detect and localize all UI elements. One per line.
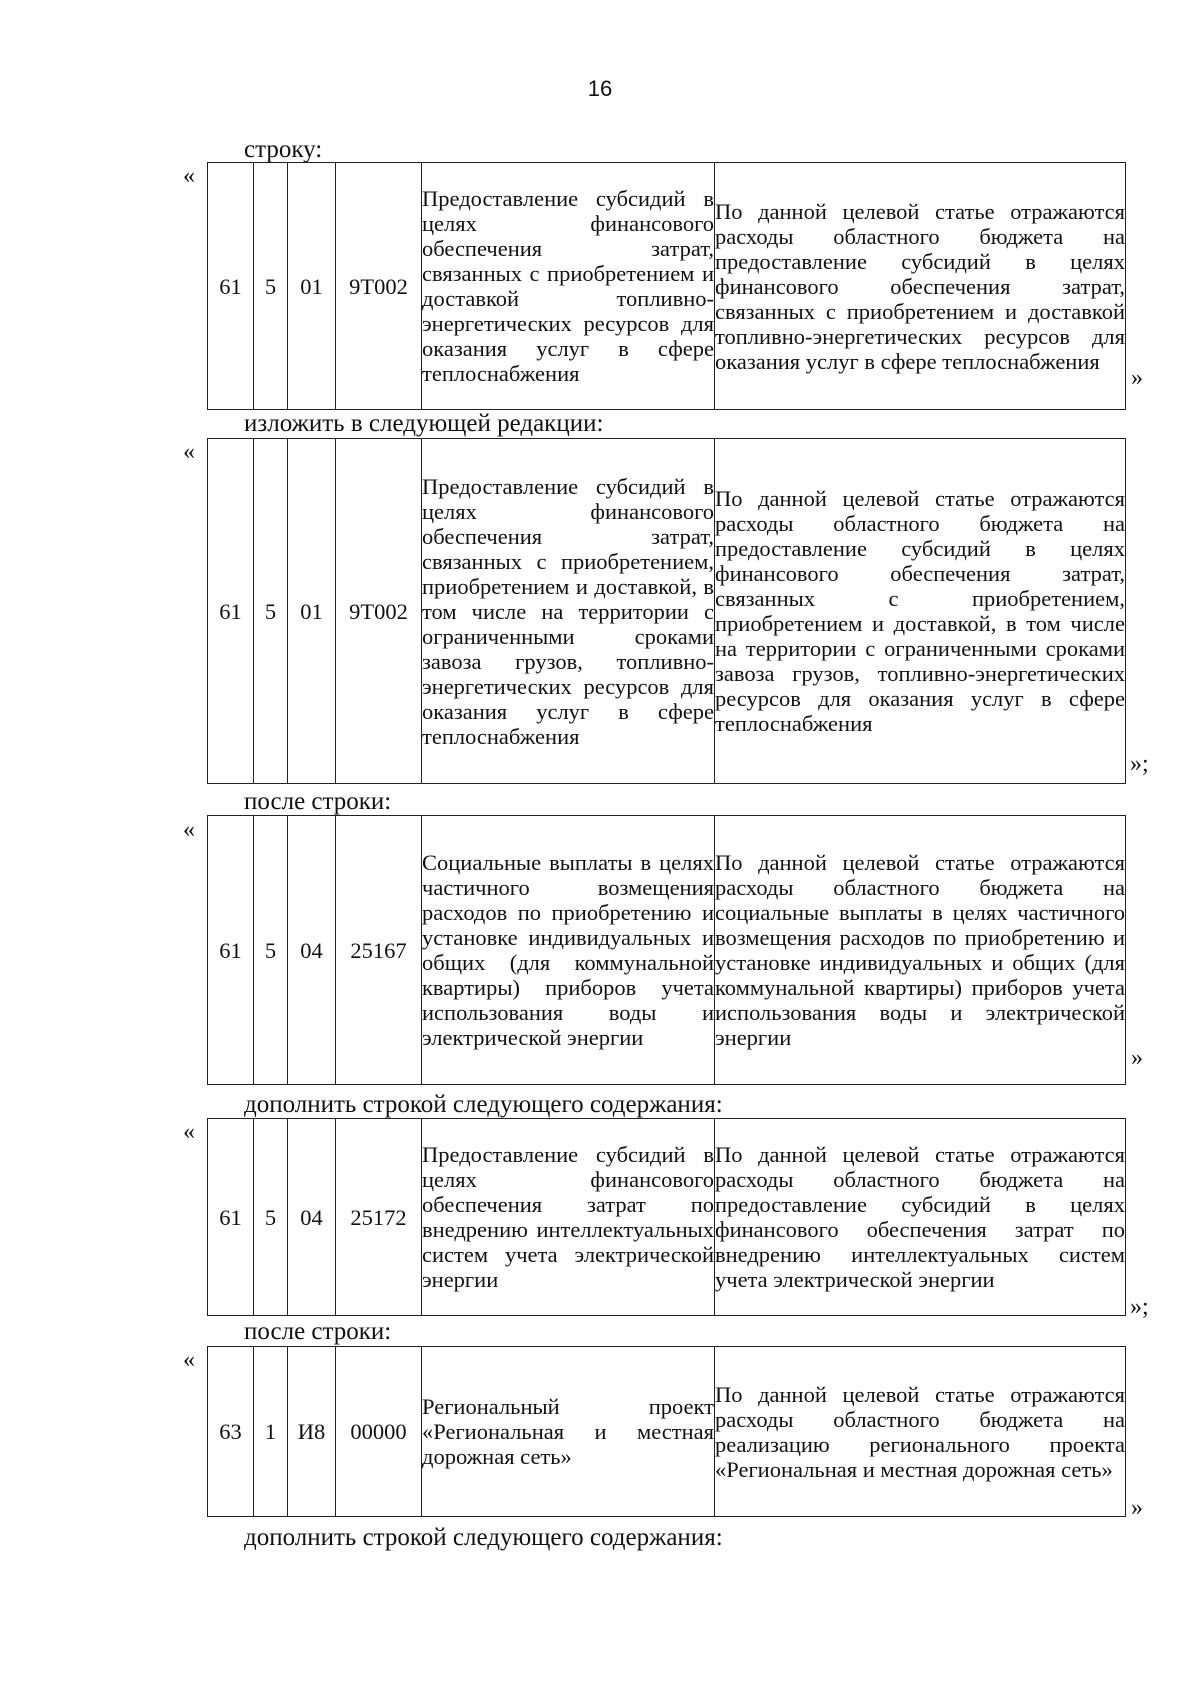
code-direction: 00000 <box>336 1347 422 1517</box>
block-intro: дополнить строкой следующего содержания: <box>244 1091 723 1118</box>
open-quote: « <box>183 1119 195 1145</box>
article-description: По данной целевой статье отражаются расходы областного бюджета на предоставление субсидий в целях финансового обеспечения затрат по внедрению интеллектуальных систем учета электрической энергии <box>715 1119 1126 1316</box>
table-row <box>208 163 1126 410</box>
open-quote: « <box>183 163 195 189</box>
code-program: 63 <box>208 1347 254 1517</box>
page-number: 16 <box>587 76 613 101</box>
code-program: 61 <box>208 439 254 784</box>
code-direction: 9Т002 <box>336 163 422 410</box>
block-intro: строку: <box>244 136 323 163</box>
code-main-event: 01 <box>288 163 336 410</box>
article-name: Предоставление субсидий в целях финансового обеспечения затрат, связанных с приобретением и доставкой топливно-энергетических ресурсов для оказания услуг в сфере теплоснабжения <box>422 163 715 410</box>
budget-table <box>207 1118 1126 1316</box>
code-program: 61 <box>208 1119 254 1316</box>
budget-table <box>207 438 1126 784</box>
code-program: 61 <box>208 163 254 410</box>
code-direction: 25172 <box>336 1119 422 1316</box>
article-description: По данной целевой статье отражаются расходы областного бюджета на предоставление субсидий в целях финансового обеспечения затрат, связанных с приобретением, приобретением и доставкой, в том числе на территории с ограниченными сроками завоза грузов, топливно-энергетических ресурсов для оказания услуг в сфере теплоснабжения <box>715 439 1126 784</box>
article-name: Социальные выплаты в целях частичного возмещения расходов по приобретению и установке индивидуальных и общих (для коммунальной квартиры) приборов учета использования воды и электрической энергии <box>422 816 715 1085</box>
block-intro: изложить в следующей редакции: <box>244 410 604 437</box>
closing-instruction: дополнить строкой следующего содержания: <box>244 1524 723 1551</box>
code-subprogram: 5 <box>254 1119 288 1316</box>
block-intro: после строки: <box>244 788 392 815</box>
article-description: По данной целевой статье отражаются расходы областного бюджета на предоставление субсидий в целях финансового обеспечения затрат, связанных с приобретением и доставкой топливно-энергетических ресурсов для оказания услуг в сфере теплоснабжения <box>715 163 1126 410</box>
close-quote: »; <box>1130 1294 1149 1320</box>
code-subprogram: 1 <box>254 1347 288 1517</box>
code-subprogram: 5 <box>254 163 288 410</box>
article-name: Предоставление субсидий в целях финансового обеспечения затрат по внедрению интеллектуальных систем учета электрической энергии <box>422 1119 715 1316</box>
code-subprogram: 5 <box>254 439 288 784</box>
budget-table <box>207 162 1126 410</box>
open-quote: « <box>183 1347 195 1373</box>
table-row <box>208 439 1126 784</box>
article-name: Региональный проект «Региональная и местная дорожная сеть» <box>422 1347 715 1517</box>
code-direction: 9Т002 <box>336 439 422 784</box>
code-program: 61 <box>208 816 254 1085</box>
code-main-event: 04 <box>288 816 336 1085</box>
open-quote: « <box>183 439 195 465</box>
open-quote: « <box>183 817 195 843</box>
close-quote: » <box>1131 365 1143 391</box>
article-name: Предоставление субсидий в целях финансового обеспечения затрат, связанных с приобретением, приобретением и доставкой, в том числе на территории с ограниченными сроками завоза грузов, топливно-энергетических ресурсов для оказания услуг в сфере теплоснабжения <box>422 439 715 784</box>
code-subprogram: 5 <box>254 816 288 1085</box>
table-row <box>208 816 1126 1085</box>
table-row <box>208 1347 1126 1517</box>
code-main-event: 01 <box>288 439 336 784</box>
table-row <box>208 1119 1126 1316</box>
close-quote: » <box>1131 1495 1143 1521</box>
close-quote: » <box>1131 1045 1143 1071</box>
code-main-event: И8 <box>288 1347 336 1517</box>
article-description: По данной целевой статье отражаются расходы областного бюджета на реализацию регионального проекта «Региональная и местная дорожная сеть» <box>715 1347 1126 1517</box>
code-direction: 25167 <box>336 816 422 1085</box>
budget-table <box>207 1346 1126 1517</box>
close-quote: »; <box>1130 751 1149 777</box>
budget-table <box>207 815 1126 1085</box>
code-main-event: 04 <box>288 1119 336 1316</box>
block-intro: после строки: <box>244 1318 392 1345</box>
article-description: По данной целевой статье отражаются расходы областного бюджета на социальные выплаты в целях частичного возмещения расходов по приобретению и установке индивидуальных и общих (для коммунальной квартиры) приборов учета использования воды и электрической энергии <box>715 816 1126 1085</box>
